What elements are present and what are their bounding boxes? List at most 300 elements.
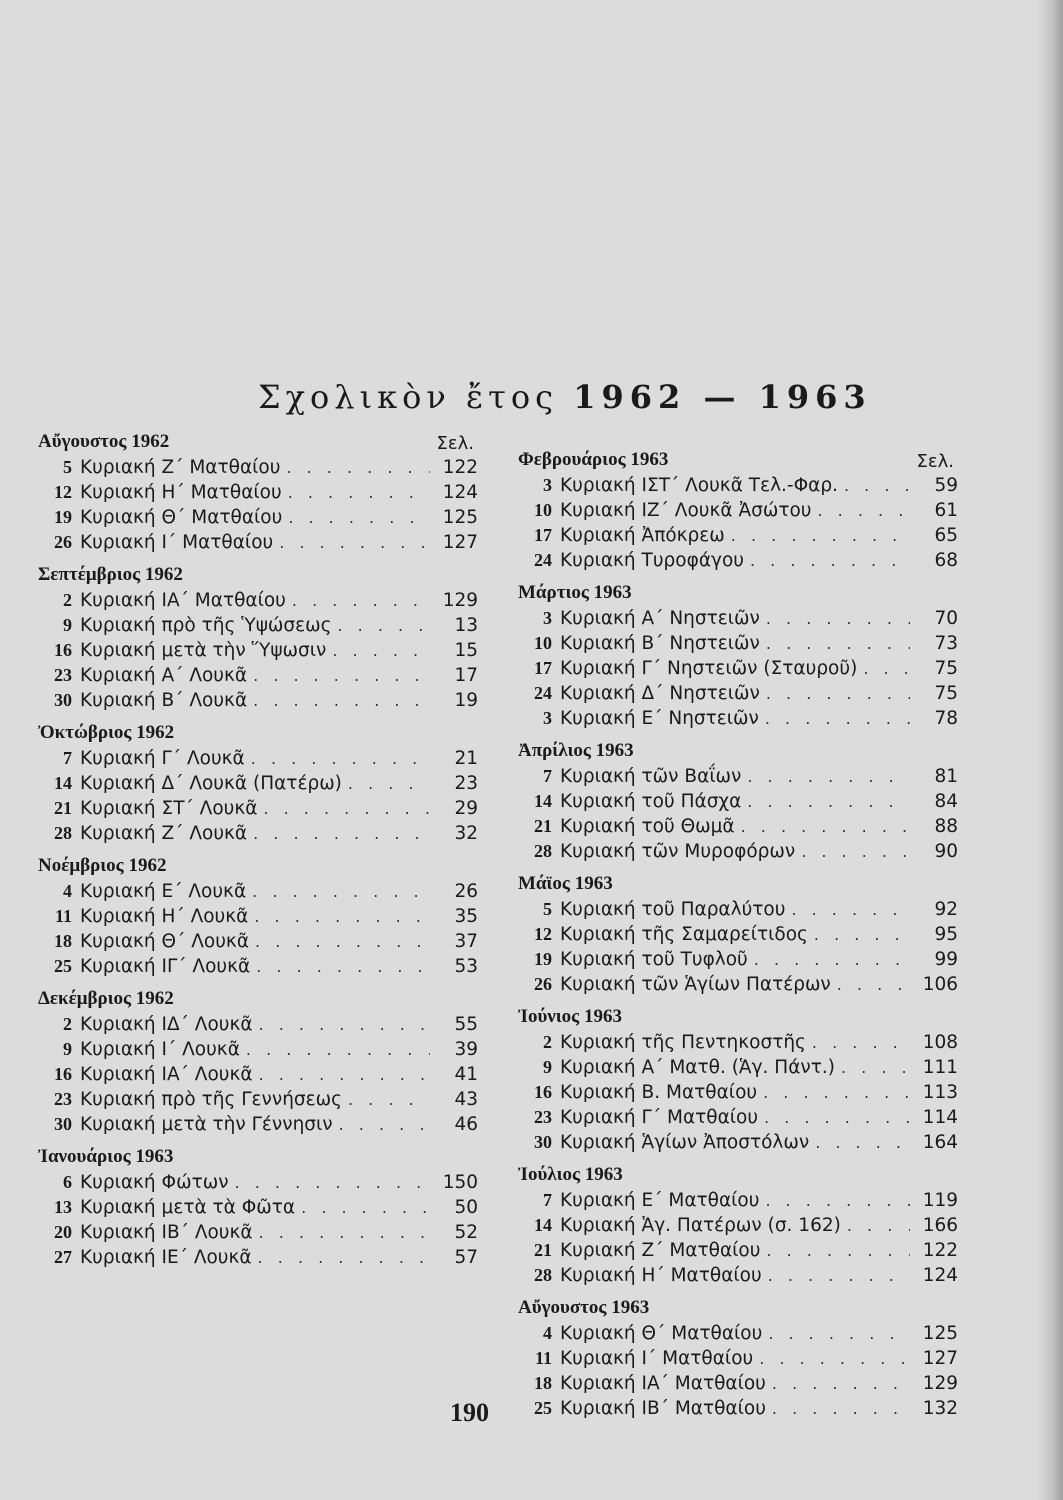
- entry-page: 125: [442, 507, 478, 528]
- entry-day: 28: [534, 841, 552, 861]
- leader-dots: [731, 523, 910, 548]
- leader-dots: [747, 764, 910, 789]
- leader-dots: [235, 1170, 430, 1195]
- entry-label: Κυριακή Δ΄ Νηστειῶν: [560, 683, 760, 704]
- entry-day: 10: [534, 500, 552, 520]
- entry-page: 13: [454, 615, 478, 636]
- entry-page: 122: [442, 457, 478, 478]
- month-heading: Νοέμβριος 1962: [38, 855, 167, 876]
- entry-day: 12: [534, 924, 552, 944]
- list-item: [518, 606, 958, 631]
- leader-dots: [818, 498, 911, 523]
- entry-label: Κυριακή τῶν Βαΐων: [560, 766, 742, 787]
- entry-label: Κυριακή Α΄ Λουκᾶ: [80, 665, 248, 686]
- leader-dots: [764, 1105, 910, 1130]
- entry-day: 25: [54, 956, 72, 976]
- entry-day: 23: [534, 1107, 552, 1127]
- leader-dots: [741, 814, 910, 839]
- leader-dots: [766, 1238, 910, 1263]
- entry-page: 52: [454, 1222, 478, 1243]
- entry-page: 88: [934, 816, 958, 837]
- entry-day: 30: [534, 1132, 552, 1152]
- entry-label: Κυριακή Τυροφάγου: [560, 550, 744, 571]
- entry-day: 2: [63, 590, 72, 610]
- list-item: [518, 922, 958, 947]
- leader-dots: [766, 681, 910, 706]
- leader-dots: [301, 1195, 430, 1220]
- list-item: [518, 1055, 958, 1080]
- leader-dots: [747, 789, 910, 814]
- leader-dots: [754, 947, 910, 972]
- entry-day: 17: [534, 525, 552, 545]
- entry-page: 166: [922, 1215, 958, 1236]
- entry-day: 11: [534, 1348, 552, 1368]
- entry-label: Κυριακή ΣΤ΄ Λουκᾶ: [80, 798, 258, 819]
- list-item: [38, 1112, 478, 1137]
- leader-dots: [815, 1130, 910, 1155]
- entry-page: 81: [934, 766, 958, 787]
- list-item: [38, 1220, 478, 1245]
- entry-label: Κυριακή Θ΄ Ματθαίου: [80, 507, 283, 528]
- entry-label: Κυριακή Φώτων: [80, 1172, 229, 1193]
- list-item: [38, 613, 478, 638]
- entry-page: 92: [934, 899, 958, 920]
- entry-page: 43: [454, 1089, 478, 1110]
- list-item: [38, 1012, 478, 1037]
- entry-label: Κυριακή ΙΖ΄ Λουκᾶ Ἀσώτου: [560, 500, 812, 521]
- leader-dots: [844, 473, 910, 498]
- entry-day: 16: [54, 1064, 72, 1084]
- entry-day: 9: [63, 1039, 72, 1059]
- leader-dots: [286, 455, 430, 480]
- list-item: [518, 972, 958, 997]
- entry-day: 28: [534, 1265, 552, 1285]
- entry-label: Κυριακή τῶν Ἁγίων Πατέρων: [560, 974, 831, 995]
- leader-dots: [259, 1012, 430, 1037]
- leader-dots: [766, 631, 910, 656]
- entry-page: 41: [454, 1064, 478, 1085]
- entry-label: Κυριακή Η΄ Ματθαίου: [80, 482, 282, 503]
- list-item: [38, 588, 478, 613]
- leader-dots: [259, 1220, 430, 1245]
- entry-day: 12: [54, 482, 72, 502]
- entry-day: 26: [534, 974, 552, 994]
- entry-label: Κυριακή τῆς Πεντηκοστῆς: [560, 1032, 806, 1053]
- entry-label: Κυριακή ΙΣΤ΄ Λουκᾶ Τελ.-Φαρ.: [560, 475, 838, 496]
- leader-dots: [348, 771, 430, 796]
- entry-page: 95: [934, 924, 958, 945]
- leader-dots: [801, 839, 910, 864]
- list-item: [38, 688, 478, 713]
- entry-page: 73: [934, 633, 958, 654]
- entry-label: Κυριακή Ζ΄ Λουκᾶ: [80, 823, 248, 844]
- entry-label: Κυριακή τοῦ Παραλύτου: [560, 899, 786, 920]
- entry-label: Κυριακή Ε΄ Ματθαίου: [560, 1190, 760, 1211]
- leader-dots: [766, 606, 910, 631]
- entry-day: 24: [534, 550, 552, 570]
- entry-day: 28: [54, 823, 72, 843]
- entry-label: Κυριακή Γ΄ Λουκᾶ: [80, 748, 245, 769]
- entry-page: 132: [922, 1398, 958, 1419]
- list-item: [38, 505, 478, 530]
- list-item: [38, 1062, 478, 1087]
- entry-label: Κυριακή Ι΄ Λουκᾶ: [80, 1039, 240, 1060]
- entry-page: 15: [454, 640, 478, 661]
- entry-page: 90: [934, 841, 958, 862]
- entry-page: 53: [454, 956, 478, 977]
- entry-page: 26: [454, 881, 478, 902]
- list-item: [38, 1245, 478, 1270]
- entry-page: 65: [934, 525, 958, 546]
- entry-label: Κυριακή μετὰ τὴν Ὕψωσιν: [80, 640, 327, 661]
- entry-page: 129: [442, 590, 478, 611]
- right-column: [518, 446, 958, 1421]
- entry-day: 19: [534, 949, 552, 969]
- entry-label: Κυριακή τοῦ Τυφλοῦ: [560, 949, 748, 970]
- leader-dots: [791, 897, 910, 922]
- entry-page: 164: [922, 1132, 958, 1153]
- entry-label: Κυριακή ΙΒ΄ Ματθαίου: [560, 1398, 766, 1419]
- leader-dots: [863, 656, 910, 681]
- list-item: [38, 1037, 478, 1062]
- list-item: [38, 821, 478, 846]
- leader-dots: [759, 1346, 910, 1371]
- list-item: [38, 879, 478, 904]
- entry-page: 114: [922, 1107, 958, 1128]
- leader-dots: [288, 505, 430, 530]
- entry-day: 17: [534, 658, 552, 678]
- list-item: [38, 904, 478, 929]
- entry-page: 119: [922, 1190, 958, 1211]
- title-years: 1962 — 1963: [573, 378, 872, 416]
- entry-day: 14: [54, 773, 72, 793]
- list-item: [518, 1213, 958, 1238]
- list-item: [38, 929, 478, 954]
- leader-dots: [772, 1396, 910, 1421]
- leader-dots: [750, 548, 910, 573]
- entry-day: 7: [543, 1190, 552, 1210]
- entry-label: Κυριακή Β΄ Νηστειῶν: [560, 633, 760, 654]
- entry-page: 37: [454, 931, 478, 952]
- entry-label: Κυριακή τῶν Μυροφόρων: [560, 841, 796, 862]
- month-heading: Ὀκτώβριος 1962: [38, 722, 175, 743]
- leader-dots: [279, 530, 430, 555]
- entry-page: 78: [934, 708, 958, 729]
- entry-page: 17: [454, 665, 478, 686]
- list-item: [38, 455, 478, 480]
- entry-day: 26: [54, 532, 72, 552]
- month-heading: Μάϊος 1963: [518, 873, 613, 894]
- leader-dots: [763, 1080, 910, 1105]
- list-item: [518, 656, 958, 681]
- list-item: [38, 1195, 478, 1220]
- leader-dots: [765, 1188, 910, 1213]
- leader-dots: [768, 1321, 910, 1346]
- entry-page: 21: [454, 748, 478, 769]
- list-item: [518, 548, 958, 573]
- leader-dots: [256, 954, 430, 979]
- leader-dots: [288, 480, 430, 505]
- list-item: [518, 523, 958, 548]
- list-item: [38, 663, 478, 688]
- entry-label: Κυριακή Α΄ Νηστειῶν: [560, 608, 760, 629]
- entry-page: 124: [442, 482, 478, 503]
- list-item: [518, 814, 958, 839]
- entry-day: 18: [54, 931, 72, 951]
- entry-day: 13: [54, 1197, 72, 1217]
- month-heading: Φεβρουάριος 1963 Σελ.: [518, 446, 958, 473]
- leader-dots: [254, 904, 430, 929]
- entry-label: Κυριακή ΙΑ΄ Ματθαίου: [80, 590, 286, 611]
- leader-dots: [847, 1213, 910, 1238]
- entry-page: 111: [922, 1057, 958, 1078]
- entry-day: 25: [534, 1398, 552, 1418]
- month-heading: Σεπτέμβριος 1962: [38, 564, 183, 585]
- entry-label: Κυριακή Ι΄ Ματθαίου: [560, 1348, 754, 1369]
- entry-day: 14: [534, 1215, 552, 1235]
- entry-page: 19: [454, 690, 478, 711]
- entry-page: 59: [934, 475, 958, 496]
- entry-day: 21: [534, 1240, 552, 1260]
- entry-label: Κυριακή Ζ΄ Ματθαίου: [560, 1240, 761, 1261]
- leader-dots: [258, 1245, 430, 1270]
- leader-dots: [768, 1263, 910, 1288]
- month-heading: Ἰούλιος 1963: [518, 1164, 623, 1185]
- left-column: [38, 428, 478, 1270]
- list-item: [518, 1188, 958, 1213]
- entry-day: 7: [543, 766, 552, 786]
- entry-day: 11: [54, 906, 72, 926]
- entry-page: 106: [922, 974, 958, 995]
- entry-page: 122: [922, 1240, 958, 1261]
- entry-day: 3: [543, 608, 552, 628]
- list-item: [518, 1130, 958, 1155]
- entry-day: 9: [543, 1057, 552, 1077]
- leader-dots: [246, 1037, 430, 1062]
- entry-label: Κυριακή μετὰ τὴν Γέννησιν: [80, 1114, 333, 1135]
- list-item: [518, 1321, 958, 1346]
- book-spine-shadow: [1037, 0, 1063, 1500]
- list-item: [518, 706, 958, 731]
- entry-label: Κυριακή Ε΄ Λουκᾶ: [80, 881, 247, 902]
- entry-label: Κυριακή Ε΄ Νηστειῶν: [560, 708, 759, 729]
- leader-dots: [253, 821, 430, 846]
- leader-dots: [348, 1087, 430, 1112]
- entry-day: 24: [534, 683, 552, 703]
- list-item: [518, 839, 958, 864]
- list-item: [518, 897, 958, 922]
- entry-page: 46: [454, 1114, 478, 1135]
- leader-dots: [812, 1030, 910, 1055]
- leader-dots: [332, 638, 430, 663]
- entry-page: 113: [922, 1082, 958, 1103]
- entry-page: 32: [454, 823, 478, 844]
- entry-label: Κυριακή Ζ΄ Ματθαίου: [80, 457, 281, 478]
- entry-day: 18: [534, 1373, 552, 1393]
- entry-page: 99: [934, 949, 958, 970]
- entry-label: Κυριακή Ἁγίων Ἀποστόλων: [560, 1132, 810, 1153]
- entry-page: 125: [922, 1323, 958, 1344]
- entry-label: Κυριακή ΙΕ΄ Λουκᾶ: [80, 1247, 252, 1268]
- entry-page: 57: [454, 1247, 478, 1268]
- entry-page: 127: [442, 532, 478, 553]
- entry-day: 30: [54, 690, 72, 710]
- title-text: Σχολικὸν ἔτος: [258, 378, 559, 416]
- entry-label: Κυριακή πρὸ τῆς Γεννήσεως: [80, 1089, 342, 1110]
- leader-dots: [772, 1371, 910, 1396]
- entry-page: 29: [454, 798, 478, 819]
- entry-page: 23: [454, 773, 478, 794]
- entry-label: Κυριακή ΙΓ΄ Λουκᾶ: [80, 956, 251, 977]
- entry-day: 4: [543, 1323, 552, 1343]
- list-item: [38, 746, 478, 771]
- entry-page: 68: [934, 550, 958, 571]
- entry-day: 2: [63, 1014, 72, 1034]
- entry-day: 16: [534, 1082, 552, 1102]
- entry-label: Κυριακή Η΄ Ματθαίου: [560, 1265, 762, 1286]
- list-item: [38, 1170, 478, 1195]
- entry-label: Κυριακή μετὰ τὰ Φῶτα: [80, 1197, 296, 1218]
- month-heading: Ἀπρίλιος 1963: [518, 740, 634, 761]
- entry-day: 30: [54, 1114, 72, 1134]
- entry-day: 27: [54, 1247, 72, 1267]
- entry-day: 10: [534, 633, 552, 653]
- entry-label: Κυριακή τοῦ Θωμᾶ: [560, 816, 735, 837]
- entry-day: 9: [63, 615, 72, 635]
- entry-day: 23: [54, 1089, 72, 1109]
- leader-dots: [255, 929, 430, 954]
- entry-day: 14: [534, 791, 552, 811]
- leader-dots: [338, 613, 431, 638]
- leader-dots: [252, 879, 430, 904]
- list-item: [518, 947, 958, 972]
- entry-page: 55: [454, 1014, 478, 1035]
- entry-label: Κυριακή Θ΄ Ματθαίου: [560, 1323, 763, 1344]
- list-item: [518, 473, 958, 498]
- leader-dots: [251, 746, 430, 771]
- list-item: [38, 1087, 478, 1112]
- leader-dots: [837, 972, 910, 997]
- leader-dots: [841, 1055, 910, 1080]
- entry-page: 84: [934, 791, 958, 812]
- entry-label: Κυριακή τοῦ Πάσχα: [560, 791, 742, 812]
- list-item: [518, 789, 958, 814]
- entry-label: Κυριακή Θ΄ Λουκᾶ: [80, 931, 250, 952]
- month-heading: Αὔγουστος 1962 Σελ.: [38, 428, 478, 455]
- entry-day: 21: [54, 798, 72, 818]
- leader-dots: [253, 663, 430, 688]
- entry-page: 35: [454, 906, 478, 927]
- entry-day: 3: [543, 475, 552, 495]
- month-heading: Μάρτιος 1963: [518, 582, 632, 603]
- list-item: [38, 796, 478, 821]
- entry-day: 3: [543, 708, 552, 728]
- leader-dots: [765, 706, 910, 731]
- list-item: [518, 1080, 958, 1105]
- month-heading: Δεκέμβριος 1962: [38, 988, 174, 1009]
- list-item: [518, 1371, 958, 1396]
- entry-page: 61: [934, 500, 958, 521]
- entry-page: 150: [442, 1172, 478, 1193]
- entry-page: 75: [934, 658, 958, 679]
- list-item: [518, 1263, 958, 1288]
- list-item: [518, 1105, 958, 1130]
- entry-day: 16: [54, 640, 72, 660]
- entry-label: Κυριακή Ι΄ Ματθαίου: [80, 532, 274, 553]
- entry-page: 39: [454, 1039, 478, 1060]
- entry-page: 129: [922, 1373, 958, 1394]
- entry-label: Κυριακή Ἁγ. Πατέρων (σ. 162): [560, 1215, 841, 1236]
- leader-dots: [292, 588, 430, 613]
- list-item: [518, 681, 958, 706]
- list-item: [518, 498, 958, 523]
- entry-day: 20: [54, 1222, 72, 1242]
- month-heading: Ἰούνιος 1963: [518, 1006, 622, 1027]
- month-heading: Αὔγουστος 1963: [518, 1297, 650, 1318]
- list-item: [518, 1238, 958, 1263]
- entry-day: 5: [63, 457, 72, 477]
- entry-label: Κυριακή τῆς Σαμαρείτιδος: [560, 924, 808, 945]
- entry-label: Κυριακή ΙΔ΄ Λουκᾶ: [80, 1014, 253, 1035]
- entry-page: 70: [934, 608, 958, 629]
- entry-label: Κυριακή Δ΄ Λουκᾶ (Πατέρω): [80, 773, 342, 794]
- list-item: [518, 631, 958, 656]
- entry-label: Κυριακή Γ΄ Ματθαίου: [560, 1107, 759, 1128]
- entry-label: Κυριακή Β΄ Λουκᾶ: [80, 690, 248, 711]
- leader-dots: [253, 688, 430, 713]
- list-item: [518, 1346, 958, 1371]
- leader-dots: [814, 922, 910, 947]
- list-item: [38, 771, 478, 796]
- entry-page: 75: [934, 683, 958, 704]
- entry-label: Κυριακή Ἀπόκρεω: [560, 525, 725, 546]
- entry-page: 108: [922, 1032, 958, 1053]
- entry-day: 21: [534, 816, 552, 836]
- entry-label: Κυριακή Β. Ματθαίου: [560, 1082, 758, 1103]
- entry-label: Κυριακή ΙΑ΄ Λουκᾶ: [80, 1064, 253, 1085]
- entry-label: Κυριακή Α΄ Ματθ. (Ἁγ. Πάντ.): [560, 1057, 835, 1078]
- list-item: [518, 764, 958, 789]
- list-item: [38, 638, 478, 663]
- list-item: [38, 530, 478, 555]
- entry-day: 19: [54, 507, 72, 527]
- page-column-label: Σελ.: [916, 451, 954, 472]
- entry-page: 124: [922, 1265, 958, 1286]
- entry-day: 4: [63, 881, 72, 901]
- entry-day: 2: [543, 1032, 552, 1052]
- leader-dots: [259, 1062, 430, 1087]
- list-item: [38, 480, 478, 505]
- month-heading: Ἰανουάριος 1963: [38, 1146, 174, 1167]
- list-item: [518, 1030, 958, 1055]
- leader-dots: [339, 1112, 430, 1137]
- page-title: [258, 378, 872, 416]
- entry-day: 5: [543, 899, 552, 919]
- list-item: [518, 1396, 958, 1421]
- page-number: 190: [450, 1398, 489, 1427]
- entry-day: 7: [63, 748, 72, 768]
- entry-page: 127: [922, 1348, 958, 1369]
- leader-dots: [263, 796, 430, 821]
- page-column-label: Σελ.: [436, 433, 474, 454]
- entry-label: Κυριακή Γ΄ Νηστειῶν (Σταυροῦ): [560, 658, 858, 679]
- entry-day: 6: [63, 1172, 72, 1192]
- entry-label: Κυριακή Η΄ Λουκᾶ: [80, 906, 249, 927]
- entry-day: 23: [54, 665, 72, 685]
- entry-page: 50: [454, 1197, 478, 1218]
- entry-label: Κυριακή ΙΑ΄ Ματθαίου: [560, 1373, 766, 1394]
- entry-label: Κυριακή ΙΒ΄ Λουκᾶ: [80, 1222, 253, 1243]
